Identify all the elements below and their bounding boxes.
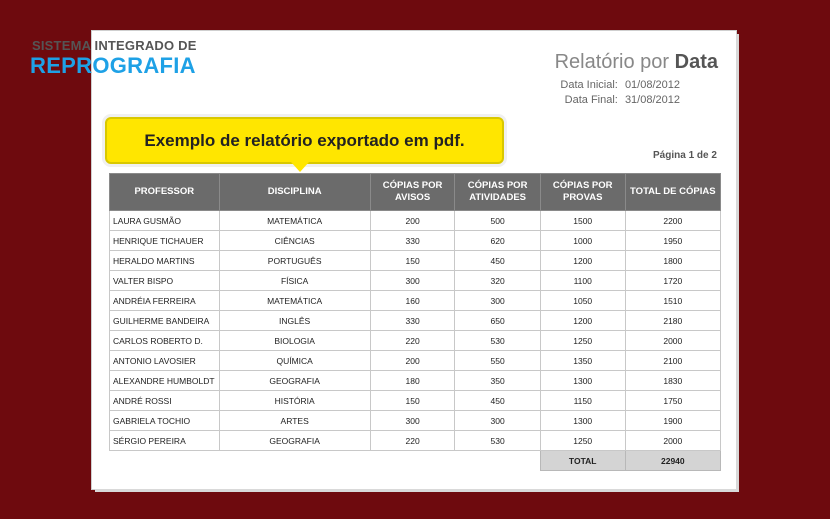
table-row <box>110 411 721 431</box>
table-row <box>110 251 721 271</box>
cell-avisos: 200 <box>370 211 455 231</box>
cell-disciplina: BIOLOGIA <box>219 331 370 351</box>
report-title-light: Relatório por <box>554 51 670 73</box>
cell-atividades: 620 <box>455 231 540 251</box>
table-header-row <box>110 174 721 211</box>
cell-provas: 1100 <box>540 271 625 291</box>
header-professor: PROFESSOR <box>110 174 220 211</box>
cell-professor: GABRIELA TOCHIO <box>110 411 220 431</box>
start-date-row <box>560 79 680 91</box>
cell-professor: VALTER BISPO <box>110 271 220 291</box>
cell-atividades: 550 <box>455 351 540 371</box>
cell-disciplina: CIÊNCIAS <box>219 231 370 251</box>
cell-professor: GUILHERME BANDEIRA <box>110 311 220 331</box>
header-total-copias: TOTAL DE CÓPIAS <box>625 174 720 211</box>
cell-atividades: 530 <box>455 431 540 451</box>
table-row <box>110 391 721 411</box>
total-spacer <box>110 451 220 471</box>
total-label: TOTAL <box>540 451 625 471</box>
cell-atividades: 320 <box>455 271 540 291</box>
header-disciplina: DISCIPLINA <box>219 174 370 211</box>
cell-professor: ANDRÉIA FERREIRA <box>110 291 220 311</box>
cell-avisos: 300 <box>370 411 455 431</box>
cell-total: 1750 <box>625 391 720 411</box>
cell-avisos: 330 <box>370 231 455 251</box>
cell-total: 1720 <box>625 271 720 291</box>
cell-atividades: 300 <box>455 411 540 431</box>
cell-disciplina: QUÍMICA <box>219 351 370 371</box>
cell-provas: 1200 <box>540 311 625 331</box>
table-row <box>110 271 721 291</box>
cell-provas: 1050 <box>540 291 625 311</box>
cell-avisos: 220 <box>370 331 455 351</box>
cell-professor: LAURA GUSMÃO <box>110 211 220 231</box>
cell-total: 2100 <box>625 351 720 371</box>
page-number: Página 1 de 2 <box>653 150 717 161</box>
total-spacer <box>455 451 540 471</box>
cell-provas: 1350 <box>540 351 625 371</box>
report-title-bold: Data <box>674 51 718 73</box>
cell-avisos: 200 <box>370 351 455 371</box>
cell-provas: 1300 <box>540 411 625 431</box>
start-date-value: 01/08/2012 <box>624 79 680 91</box>
end-date-value: 31/08/2012 <box>624 94 680 106</box>
cell-professor: SÉRGIO PEREIRA <box>110 431 220 451</box>
total-spacer <box>370 451 455 471</box>
cell-provas: 1300 <box>540 371 625 391</box>
cell-disciplina: PORTUGUÊS <box>219 251 370 271</box>
callout-pointer <box>291 162 309 172</box>
cell-total: 2000 <box>625 431 720 451</box>
table-row <box>110 231 721 251</box>
cell-atividades: 650 <box>455 311 540 331</box>
cell-avisos: 220 <box>370 431 455 451</box>
cell-professor: CARLOS ROBERTO D. <box>110 331 220 351</box>
cell-disciplina: ARTES <box>219 411 370 431</box>
cell-provas: 1250 <box>540 331 625 351</box>
table-row <box>110 371 721 391</box>
cell-atividades: 500 <box>455 211 540 231</box>
cell-avisos: 180 <box>370 371 455 391</box>
cell-avisos: 300 <box>370 271 455 291</box>
cell-disciplina: MATEMÁTICA <box>219 211 370 231</box>
total-row <box>110 451 721 471</box>
cell-professor: ANTONIO LAVOSIER <box>110 351 220 371</box>
cell-professor: HERALDO MARTINS <box>110 251 220 271</box>
cell-disciplina: MATEMÁTICA <box>219 291 370 311</box>
cell-provas: 1200 <box>540 251 625 271</box>
total-spacer <box>219 451 370 471</box>
cell-atividades: 300 <box>455 291 540 311</box>
cell-disciplina: FÍSICA <box>219 271 370 291</box>
cell-total: 1950 <box>625 231 720 251</box>
start-date-label: Data Inicial: <box>560 79 618 91</box>
cell-professor: ANDRÉ ROSSI <box>110 391 220 411</box>
cell-total: 1900 <box>625 411 720 431</box>
brand-subtitle: SISTEMA INTEGRADO DE <box>32 38 197 53</box>
cell-professor: ALEXANDRE HUMBOLDT <box>110 371 220 391</box>
cell-professor: HENRIQUE TICHAUER <box>110 231 220 251</box>
table-row <box>110 431 721 451</box>
cell-avisos: 150 <box>370 391 455 411</box>
cell-avisos: 330 <box>370 311 455 331</box>
cell-avisos: 160 <box>370 291 455 311</box>
cell-total: 2180 <box>625 311 720 331</box>
cell-atividades: 530 <box>455 331 540 351</box>
cell-provas: 1150 <box>540 391 625 411</box>
table-row <box>110 311 721 331</box>
cell-provas: 1250 <box>540 431 625 451</box>
callout-banner: Exemplo de relatório exportado em pdf. <box>105 117 504 164</box>
table-row <box>110 331 721 351</box>
brand-title: REPROGRAFIA <box>30 53 196 78</box>
table-row <box>110 351 721 371</box>
cell-disciplina: GEOGRAFIA <box>219 371 370 391</box>
cell-total: 1830 <box>625 371 720 391</box>
cell-total: 2000 <box>625 331 720 351</box>
cell-avisos: 150 <box>370 251 455 271</box>
cell-provas: 1500 <box>540 211 625 231</box>
total-value: 22940 <box>625 451 720 471</box>
cell-provas: 1000 <box>540 231 625 251</box>
cell-disciplina: HISTÓRIA <box>219 391 370 411</box>
cell-disciplina: INGLÊS <box>219 311 370 331</box>
report-table <box>109 173 721 471</box>
cell-total: 2200 <box>625 211 720 231</box>
table-row <box>110 291 721 311</box>
table-row <box>110 211 721 231</box>
report-title <box>555 51 718 74</box>
header-copias-avisos: CÓPIAS POR AVISOS <box>370 174 455 211</box>
header-copias-atividades: CÓPIAS POR ATIVIDADES <box>455 174 540 211</box>
cell-disciplina: GEOGRAFIA <box>219 431 370 451</box>
header-copias-provas: CÓPIAS POR PROVAS <box>540 174 625 211</box>
cell-atividades: 450 <box>455 251 540 271</box>
cell-total: 1510 <box>625 291 720 311</box>
cell-atividades: 350 <box>455 371 540 391</box>
end-date-row <box>565 94 680 106</box>
end-date-label: Data Final: <box>564 94 618 106</box>
cell-atividades: 450 <box>455 391 540 411</box>
cell-total: 1800 <box>625 251 720 271</box>
